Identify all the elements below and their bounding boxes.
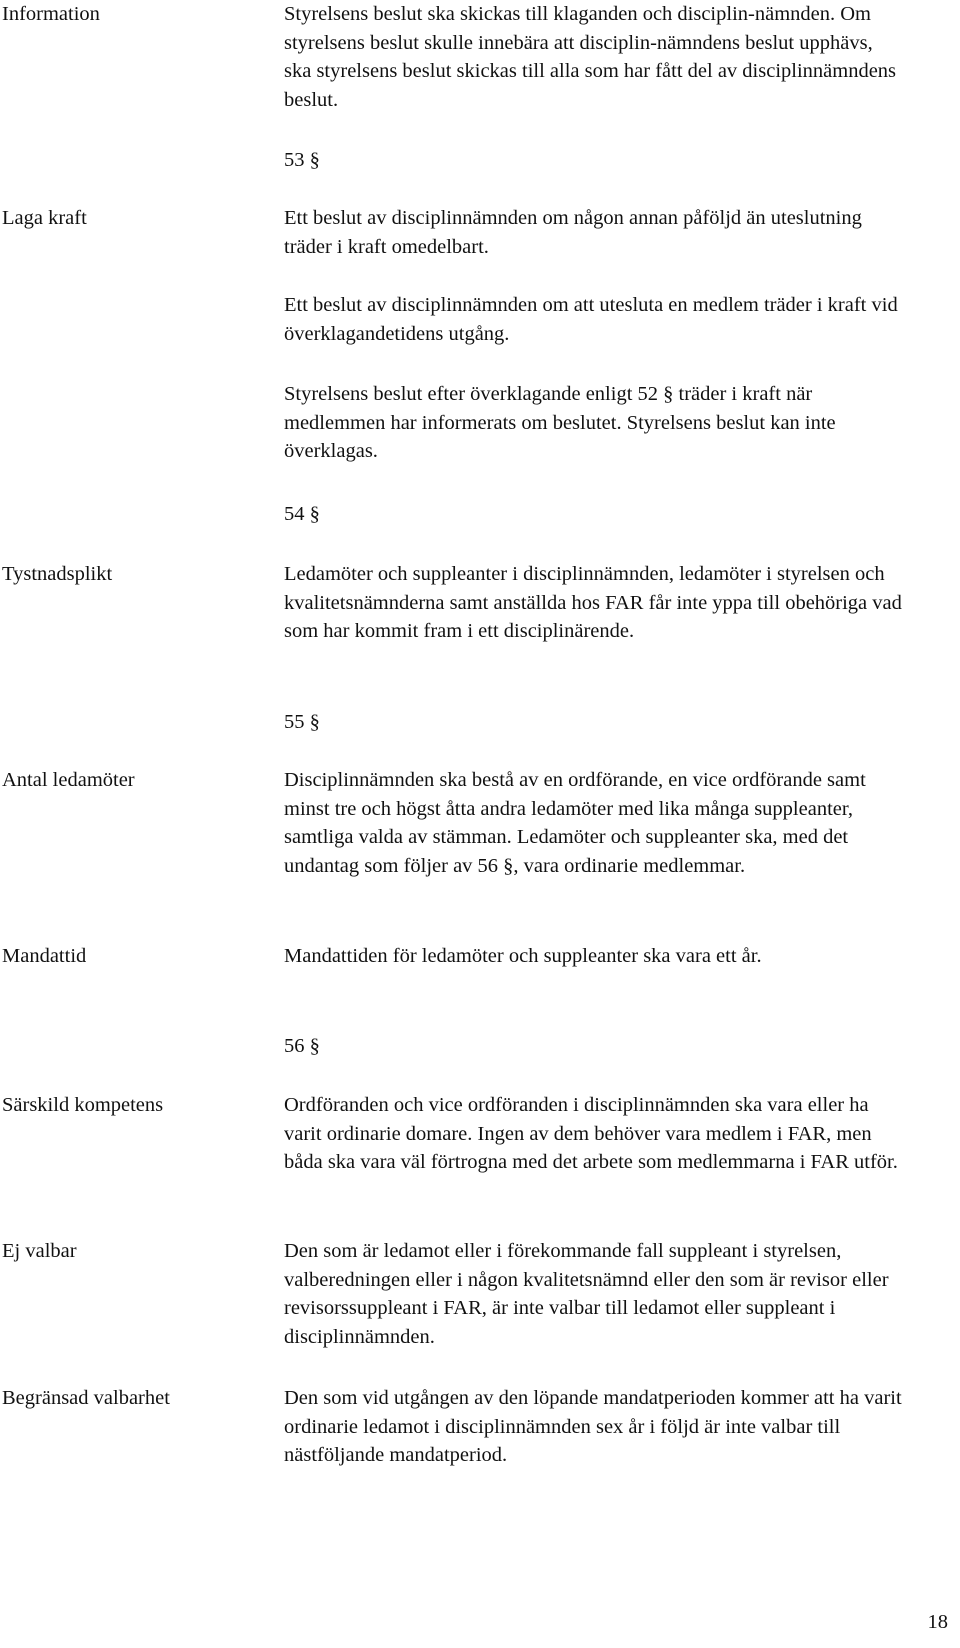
paragraph-laga-kraft-1: Ett beslut av disciplinnämnden om någon annan påföljd än uteslutning träder i kraft omedelbart. — [284, 207, 862, 258]
margin-label-antal-ledamoter: Antal ledamöter — [2, 769, 135, 791]
paragraph-sarskild-kompetens: Ordföranden och vice ordföranden i disciplinnämnden ska vara eller ha varit ordinarie domare. Ingen av dem behöver vara medlem i FAR, men båda ska vara väl förtrogna med det arbete som medlemmarna i FAR utför. — [284, 1094, 898, 1173]
margin-label-ej-valbar: Ej valbar — [2, 1240, 77, 1262]
section-heading-53: 53 § — [284, 149, 320, 171]
section-heading-55: 55 § — [284, 711, 320, 733]
paragraph-tystnadsplikt: Ledamöter och suppleanter i disciplinnämnden, ledamöter i styrelsen och kvalitetsnämnderna samt anställda hos FAR får inte yppa till obehöriga vad som har kommit fram i ett disciplinärende. — [284, 563, 902, 642]
paragraph-ej-valbar: Den som är ledamot eller i förekommande fall suppleant i styrelsen, valberedningen eller i någon kvalitetsnämnd eller den som är revisor eller revisorssuppleant i FAR, är inte valbar till ledamot eller suppleant i disciplinnämnden. — [284, 1240, 889, 1348]
page-number: 18 — [927, 1611, 948, 1633]
paragraph-laga-kraft-2: Ett beslut av disciplinnämnden om att utesluta en medlem träder i kraft vid överklagandetidens utgång. — [284, 294, 898, 345]
margin-label-tystnadsplikt: Tystnadsplikt — [2, 563, 113, 585]
section-heading-56: 56 § — [284, 1035, 320, 1057]
paragraph-mandattid: Mandattiden för ledamöter och suppleanter ska vara ett år. — [284, 945, 762, 967]
paragraph-laga-kraft-3: Styrelsens beslut efter överklagande enligt 52 § träder i kraft när medlemmen har informerats om beslutet. Styrelsens beslut kan inte överklagas. — [284, 383, 836, 462]
margin-label-information: Information — [2, 3, 100, 25]
paragraph-begransad-valbarhet: Den som vid utgången av den löpande mandatperioden kommer att ha varit ordinarie ledamot i disciplinnämnden sex år i följd är inte valbar till nästföljande mandatperiod. — [284, 1387, 902, 1466]
margin-label-begransad-valbarhet: Begränsad valbarhet — [2, 1387, 170, 1409]
margin-label-mandattid: Mandattid — [2, 945, 87, 967]
paragraph-information: Styrelsens beslut ska skickas till klaganden och disciplin-nämnden. Om styrelsens beslut skulle innebära att disciplin-nämndens beslut upphävs, ska styrelsens beslut skickas till alla som har fått del av disciplinnämndens beslut. — [284, 3, 897, 111]
margin-label-sarskild-kompetens: Särskild kompetens — [2, 1094, 164, 1116]
margin-label-laga-kraft: Laga kraft — [2, 207, 87, 229]
section-heading-54: 54 § — [284, 503, 320, 525]
paragraph-antal-ledamoter: Disciplinnämnden ska bestå av en ordförande, en vice ordförande samt minst tre och högst åtta andra ledamöter med lika många suppleanter, samtliga valda av stämman. Ledamöter och suppleanter ska, med det undantag som följer av 56 §, vara ordinarie medlemmar. — [284, 769, 866, 877]
